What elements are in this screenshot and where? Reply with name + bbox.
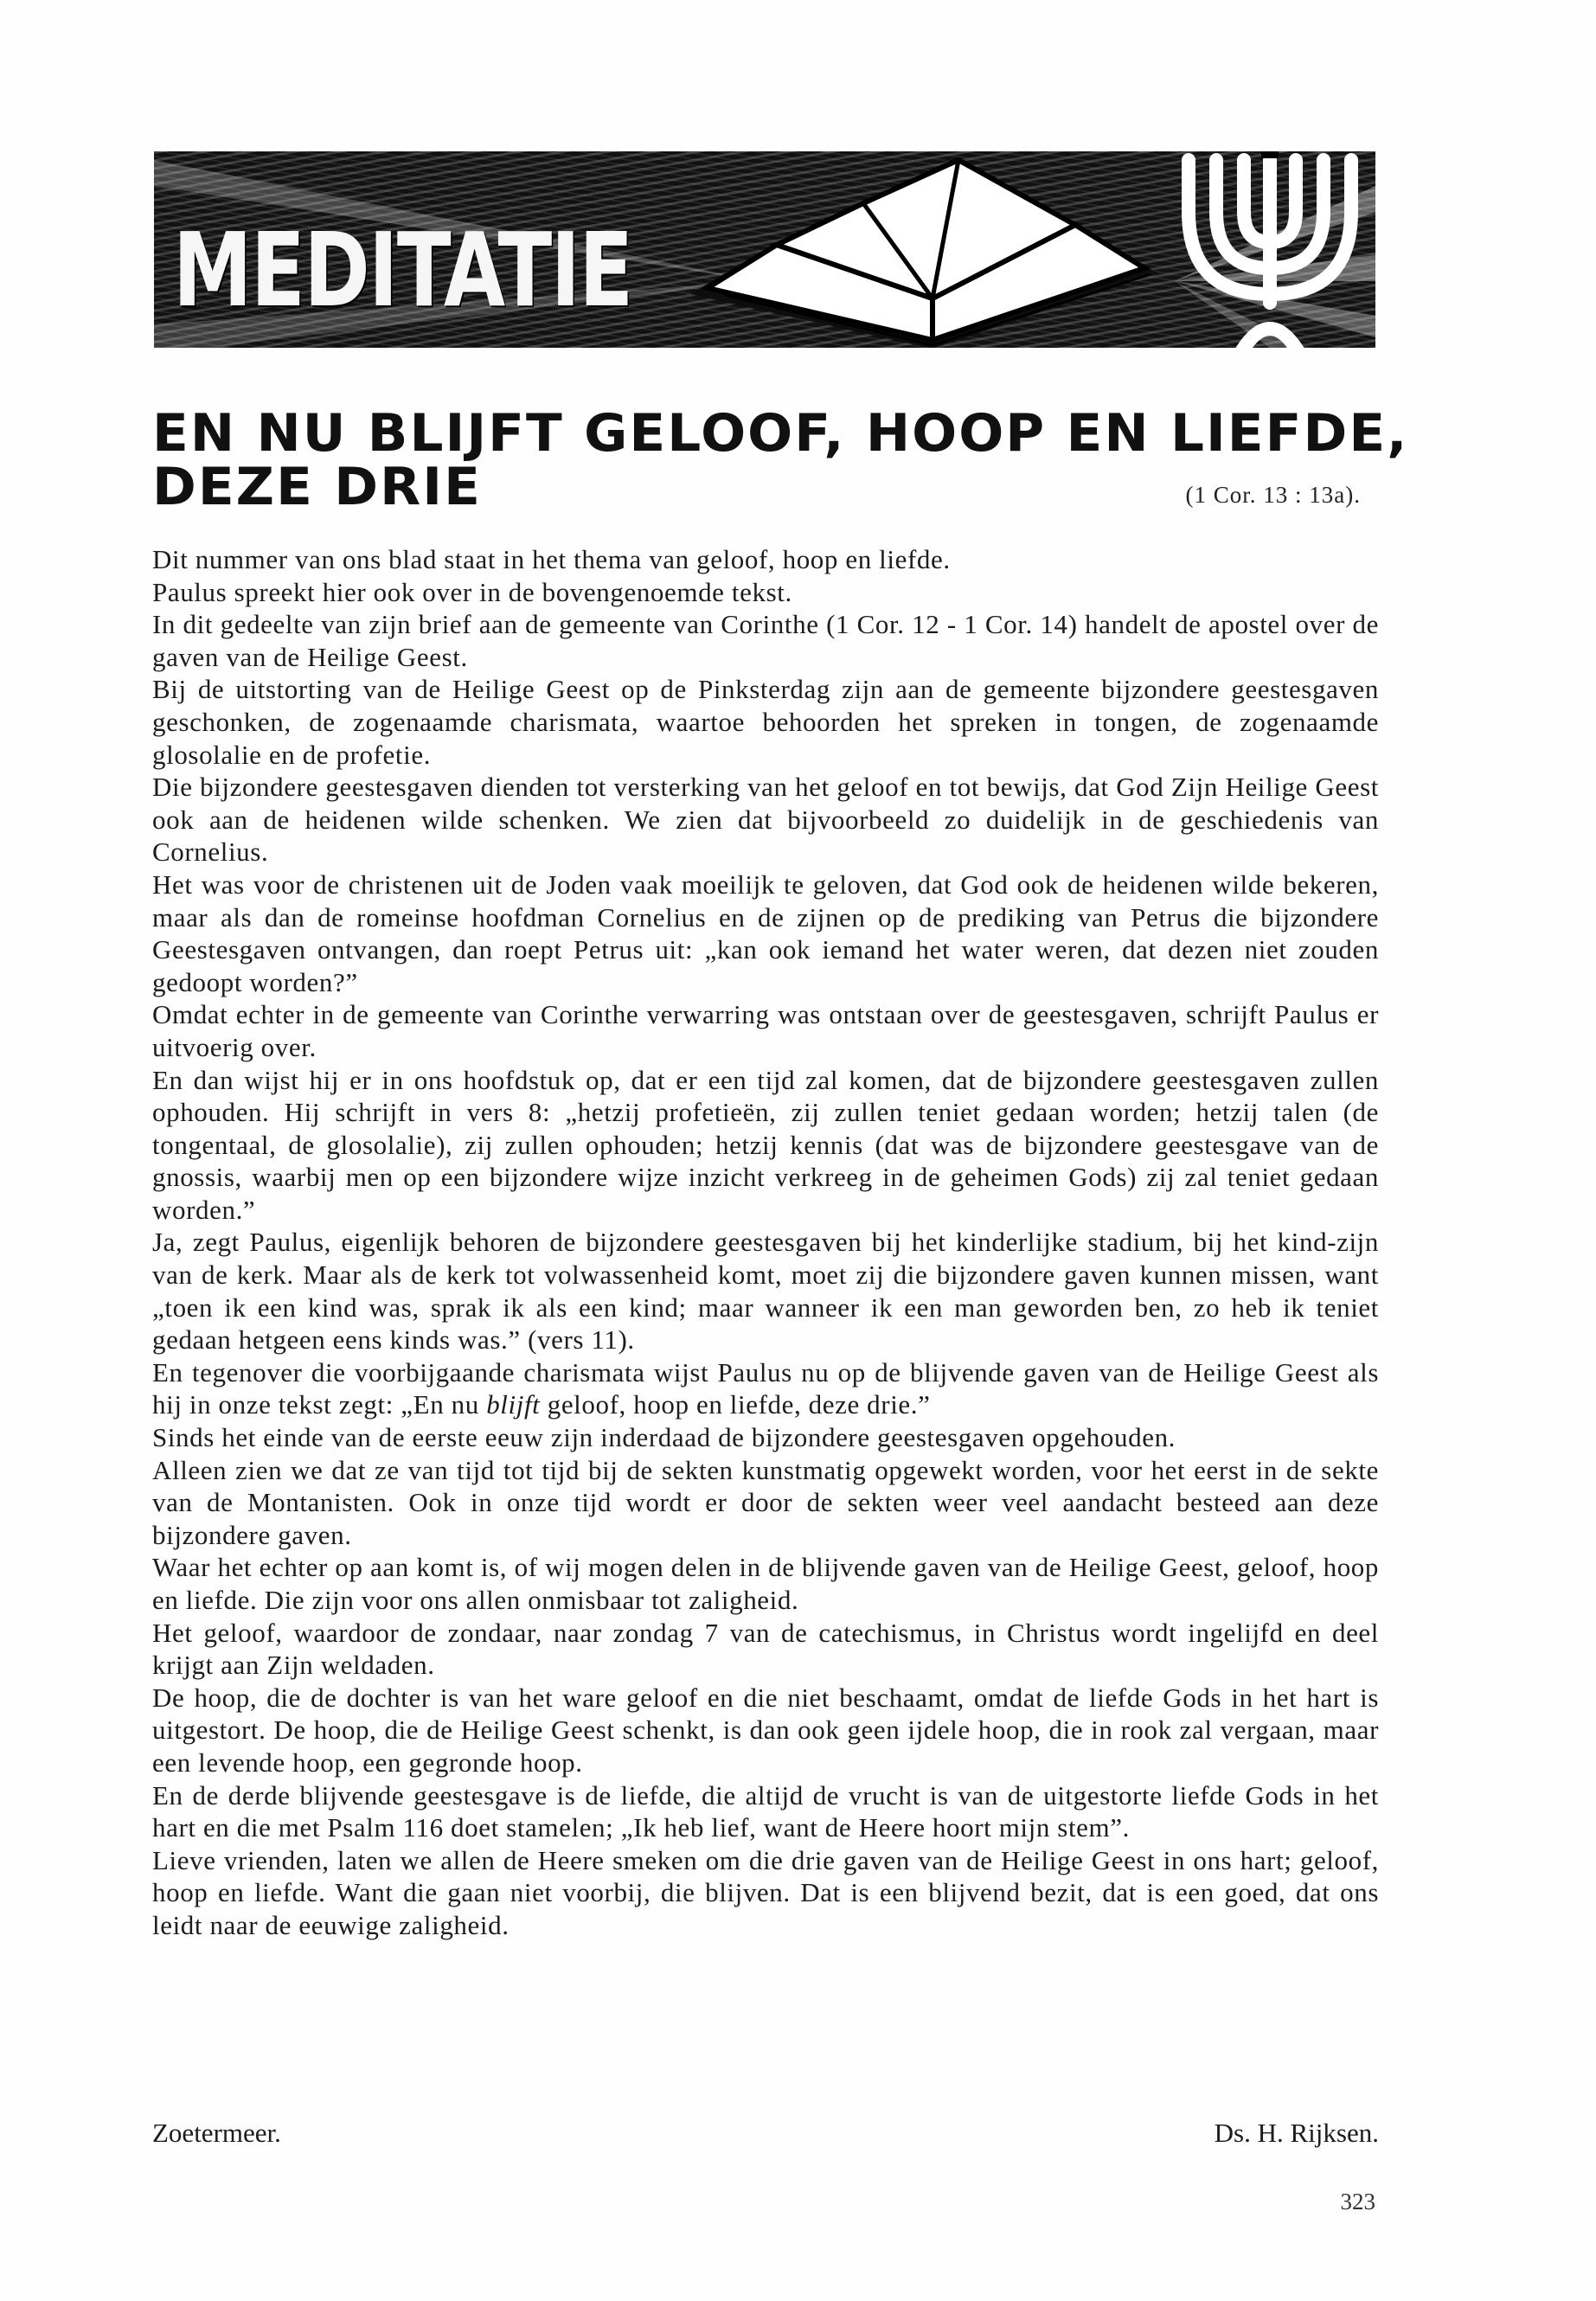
paragraph: Paulus spreekt hier ook over in de bovengenoemde tekst.	[152, 576, 792, 607]
paragraph: En dan wijst hij er in ons hoofdstuk op, dat er een tijd zal komen, dat de bijzondere geestesgaven zullen ophouden. Hij schrijft in vers 8: „hetzij profetieën, zij zullen teniet gedaan worden; hetzij talen (de tongentaal, de glosolalie), zij zullen ophouden; hetzij kennis (dat was de bijzondere geestesgave van de gnossis, waarbij men op een bijzondere wijze inzicht verkreeg in de geheimen Gods) zij zal teniet gedaan worden.”	[152, 1064, 1379, 1225]
page-number: 323	[1340, 2189, 1375, 2214]
paragraph: Sinds het einde van de eerste eeuw zijn inderdaad de bijzondere geestesgaven opgehouden.	[152, 1422, 1176, 1453]
paragraph-part: geloof, hoop en liefde, deze drie.”	[540, 1389, 931, 1420]
paragraph-part: En tegenover die voorbijgaande charismata wijst Paulus nu op de blijvende gaven van de Heilige Geest als hij in onze tekst zegt: „En nu	[152, 1356, 1379, 1420]
paragraph: Ja, zegt Paulus, eigenlijk behoren de bijzondere geestesgaven bij het kinderlijke stadium, bij het kind-zijn van de kerk. Maar als de kerk tot volwassenheid komt, moet zij die bijzondere gaven kunnen missen, want „toen ik een kind was, sprak ik als een kind; maar wanneer ik een man geworden ben, zo heb ik teniet gedaan hetgeen eens kinds was.” (vers 11).	[152, 1227, 1379, 1356]
signature-place: Zoetermeer.	[152, 2118, 281, 2148]
paragraph: Alleen zien we dat ze van tijd tot tijd bij de sekten kunstmatig opgewekt worden, voor het eerst in de sekte van de Montanisten. Ook in onze tijd wordt er door de sekten weer veel aandacht besteed aan deze bijzondere gaven.	[152, 1454, 1379, 1550]
paragraph: En de derde blijvende geestesgave is de liefde, die altijd de vrucht is van de uitgestorte liefde Gods in het hart en die met Psalm 116 doet stamelen; „Ik heb lief, want de Heere hoort mijn stem”.	[152, 1779, 1379, 1843]
paragraph: De hoop, die de dochter is van het ware geloof en die niet beschaamt, omdat de liefde Gods in het hart is uitgestort. De hoop, die de Heilige Geest schenkt, is dan ook geen ijdele hoop, die in rook zal vergaan, maar een levende hoop, een gegronde hoop.	[152, 1682, 1379, 1778]
banner-title: MEDITATIE	[173, 210, 632, 330]
open-bible-icon	[673, 151, 1157, 348]
paragraph	[152, 1356, 1379, 1421]
paragraph: In dit gedeelte van zijn brief aan de gemeente van Corinthe (1 Cor. 12 - 1 Cor. 14) handelt de apostel over de gaven van de Heilige Geest.	[152, 609, 1379, 672]
emphasized-word: blijft	[486, 1389, 541, 1420]
paragraph: Het was voor de christenen uit de Joden vaak moeilijk te geloven, dat God ook de heidenen wilde bekeren, maar als dan de romeinse hoofdman Cornelius en de zijnen op de prediking van Petrus die bijzondere Geestesgaven ontvangen, dan roept Petrus uit: „kan ook iemand het water weren, dat dezen niet zouden gedoopt worden?”	[152, 868, 1379, 997]
bible-reference: (1 Cor. 13 : 13a).	[1185, 482, 1361, 508]
signature-author: Ds. H. Rijksen.	[1214, 2118, 1379, 2148]
paragraph: Waar het echter op aan komt is, of wij mogen delen in de blijvende gaven van de Heilige Geest, geloof, hoop en liefde. Die zijn voor ons allen onmisbaar tot zaligheid.	[152, 1552, 1379, 1615]
paragraph: Bij de uitstorting van de Heilige Geest op de Pinksterdag zijn aan de gemeente bijzondere geestesgaven geschonken, de zogenaamde charismata, waartoe behoorden het spreken in tongen, de zogenaamde glosolalie en de profetie.	[152, 674, 1379, 770]
heading-line-1: EN NU BLIJFT GELOOF, HOOP EN LIEFDE,	[152, 403, 1409, 464]
menorah-icon	[1157, 151, 1375, 348]
paragraph: Omdat echter in de gemeente van Corinthe verwarring was ontstaan over de geestesgaven, schrijft Paulus er uitvoerig over.	[152, 999, 1379, 1062]
meditatie-banner	[154, 151, 1375, 348]
heading-line-2: DEZE DRIE	[152, 457, 482, 517]
paragraph: Lieve vrienden, laten we allen de Heere smeken om die drie gaven van de Heilige Geest in ons hart; geloof, hoop en liefde. Want die gaan niet voorbij, die blijven. Dat is een blijvend bezit, dat is een goed, dat ons leidt naar de eeuwige zaligheid.	[152, 1844, 1379, 1940]
paragraph: Het geloof, waardoor de zondaar, naar zondag 7 van de catechismus, in Christus wordt ingelijfd en deel krijgt aan Zijn weldaden.	[152, 1617, 1379, 1681]
article-body	[152, 543, 1379, 1942]
paragraph: Dit nummer van ons blad staat in het thema van geloof, hoop en liefde.	[152, 544, 951, 574]
paragraph: Die bijzondere geestesgaven dienden tot versterking van het geloof en tot bewijs, dat God Zijn Heilige Geest ook aan de heidenen wilde schenken. We zien dat bijvoorbeeld zo duidelijk in de geschiedenis van Cornelius.	[152, 772, 1379, 868]
